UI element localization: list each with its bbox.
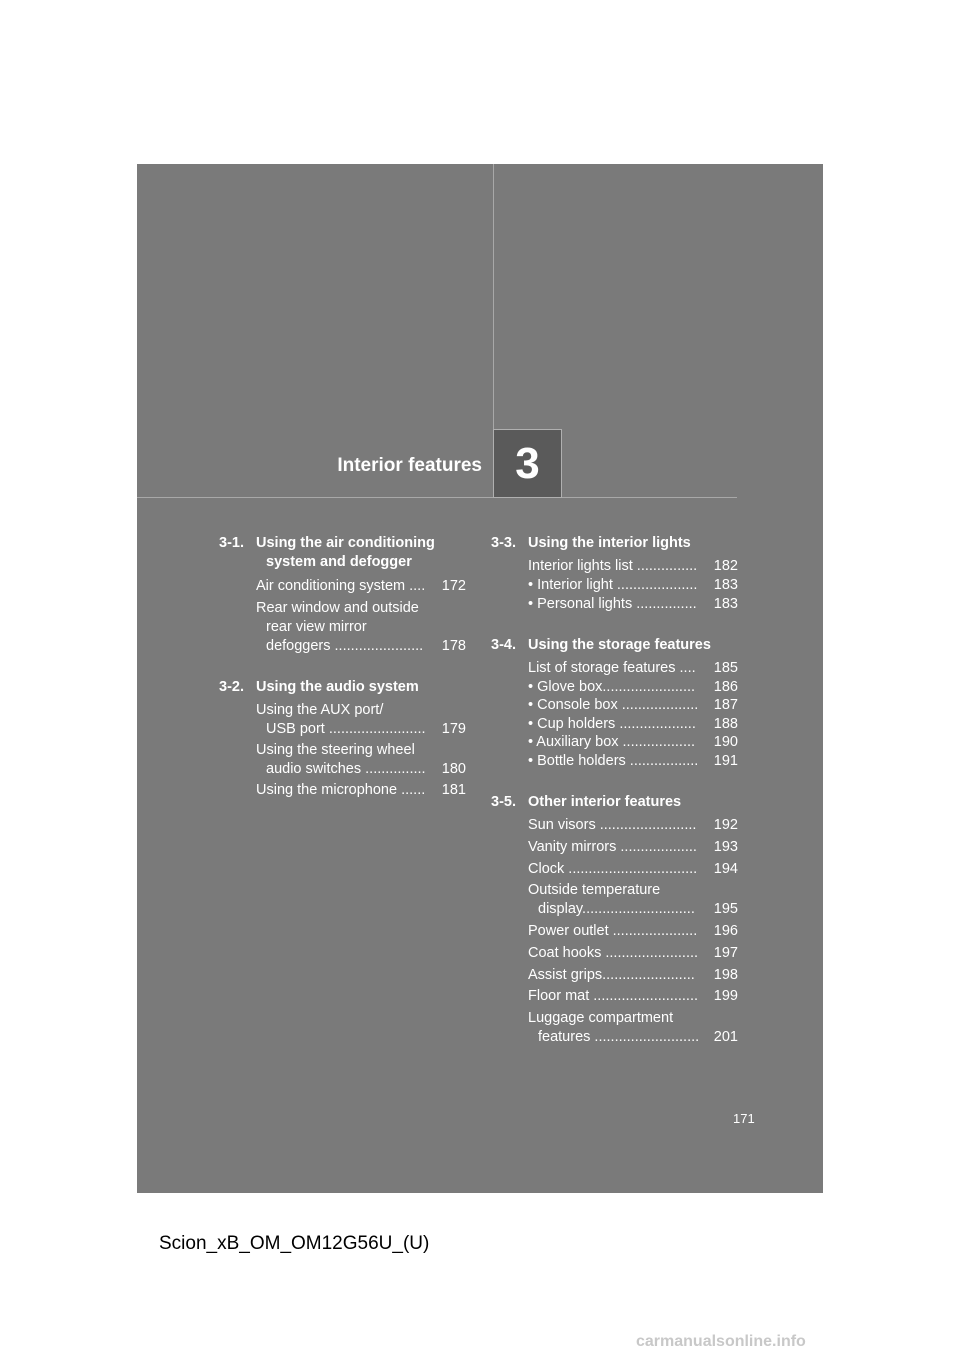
toc-entry[interactable]: • Bottle holders ................. 191 [528, 753, 738, 769]
toc-entry[interactable]: • Interior light .................... 183 [528, 577, 738, 593]
toc-entry[interactable]: Using the microphone ...... 181 [256, 782, 466, 798]
page-ref: 197 [713, 945, 738, 961]
page-ref: 186 [713, 679, 738, 695]
page-ref: 201 [713, 1029, 738, 1045]
page-ref: 195 [713, 901, 738, 917]
page-ref: 193 [713, 839, 738, 855]
toc-entry[interactable]: Rear window and outside rear view mirror defoggers ...................... 178 [256, 600, 466, 654]
toc-entry[interactable]: Air conditioning system .... 172 [256, 578, 466, 594]
page-ref: 183 [713, 596, 738, 612]
page-ref: 199 [713, 988, 738, 1004]
section-number: 3-5. [491, 794, 516, 810]
section-title: Other interior features [528, 794, 682, 810]
page-ref: 180 [441, 761, 466, 777]
section-number: 3-1. [219, 535, 244, 551]
toc-entry[interactable]: • Personal lights ............... 183 [528, 596, 738, 612]
toc-entry[interactable]: Using the steering wheel audio switches ............... 180 [256, 742, 466, 777]
page-number: 171 [733, 1111, 755, 1126]
page-ref: 191 [713, 753, 738, 769]
section-3-1-heading[interactable] [219, 534, 489, 572]
section-title: Using the audio system [256, 679, 419, 695]
section-number: 3-4. [491, 637, 516, 653]
toc-entry[interactable]: Vanity mirrors ................... 193 [528, 839, 738, 855]
toc-entry[interactable]: Using the AUX port/ USB port ........................ 179 [256, 702, 466, 737]
section-number: 3-2. [219, 679, 244, 695]
page-ref: 178 [441, 638, 466, 654]
watermark: carmanualsonline.info [636, 1333, 806, 1350]
page-ref: 194 [713, 861, 738, 877]
toc-entry[interactable]: Floor mat .......................... 199 [528, 988, 738, 1004]
toc-entry[interactable]: • Console box ................... 187 [528, 697, 738, 713]
chapter-title: Interior features [337, 455, 482, 476]
page-ref: 182 [713, 558, 738, 574]
page-ref: 187 [713, 697, 738, 713]
chapter-number: 3 [493, 429, 562, 498]
page-ref: 192 [713, 817, 738, 833]
page-ref: 181 [441, 782, 466, 798]
section-3-5-heading[interactable] [491, 793, 761, 812]
toc-entry[interactable]: Luggage compartment features .......................... 201 [528, 1010, 738, 1045]
toc-entry[interactable]: List of storage features .... 185 [528, 660, 738, 676]
toc-entry[interactable]: • Auxiliary box .................. 190 [528, 734, 738, 750]
section-title: Using the interior lights [528, 535, 691, 551]
section-title: Using the air conditioning system and defogger [256, 535, 435, 570]
page-ref: 172 [441, 578, 466, 594]
page-ref: 185 [713, 660, 738, 676]
document-footer: Scion_xB_OM_OM12G56U_(U) [159, 1233, 430, 1254]
toc-entry[interactable]: Coat hooks ....................... 197 [528, 945, 738, 961]
page-ref: 183 [713, 577, 738, 593]
page-ref: 188 [713, 716, 738, 732]
section-3-4-heading[interactable] [491, 636, 761, 655]
toc-entry[interactable]: Sun visors ........................ 192 [528, 817, 738, 833]
toc-entry[interactable]: • Glove box....................... 186 [528, 679, 738, 695]
toc-entry[interactable]: • Cup holders ................... 188 [528, 716, 738, 732]
section-3-3-heading[interactable] [491, 534, 761, 553]
page-ref: 198 [713, 967, 738, 983]
toc-entry[interactable]: Clock ................................ 194 [528, 861, 738, 877]
section-title: Using the storage features [528, 637, 711, 653]
toc-entry[interactable]: Power outlet ..................... 196 [528, 923, 738, 939]
toc-entry[interactable]: Interior lights list ............... 182 [528, 558, 738, 574]
toc-entry[interactable]: Assist grips....................... 198 [528, 967, 738, 983]
page-ref: 196 [713, 923, 738, 939]
toc-entry[interactable]: Outside temperature display............................ 195 [528, 882, 738, 917]
section-number: 3-3. [491, 535, 516, 551]
page-ref: 190 [713, 734, 738, 750]
section-3-2-heading[interactable] [219, 678, 489, 697]
page-ref: 179 [441, 721, 466, 737]
horizontal-divider [137, 497, 737, 498]
